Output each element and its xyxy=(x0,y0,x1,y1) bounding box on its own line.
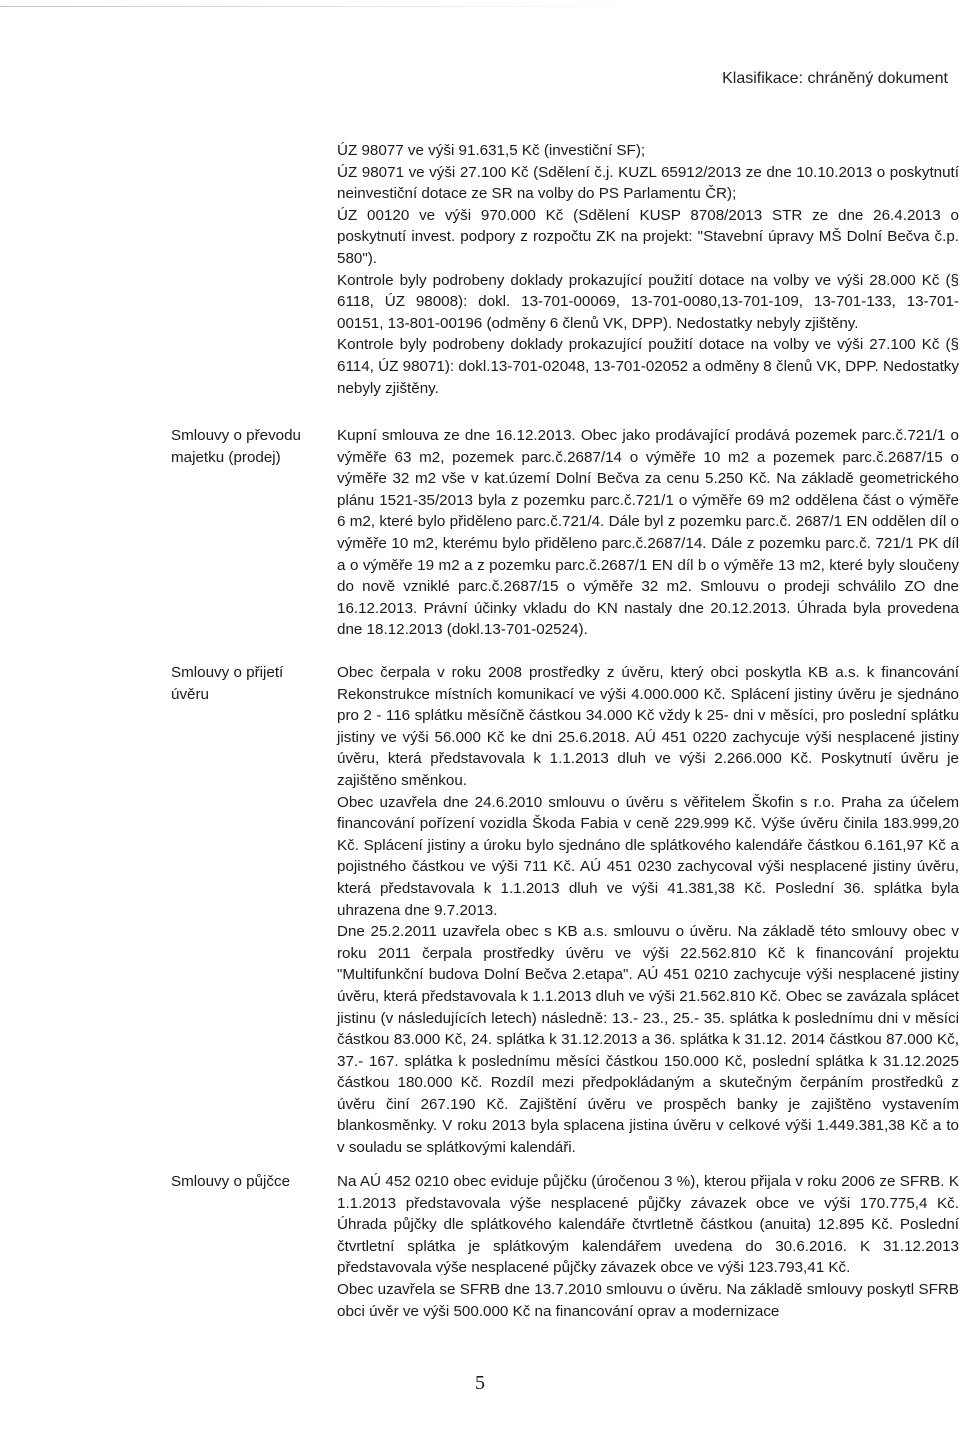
header-rule xyxy=(0,6,640,7)
section-body-pujcka xyxy=(337,1171,959,1322)
section-paragraph: Obec uzavřela dne 24.6.2010 smlouvu o úvěru s věřitelem Škofin s r.o. Praha za účelem financování pořízení vozidla Škoda Fabia v ceně 229.999 Kč. Výše úvěru činila 183.999,20 Kč. Splácení jistiny a úroku bylo sjednáno dle splátkového kalendáře částkou 6.161,97 Kč a pojistného částkou ve výši 711 Kč. AÚ 451 0230 zachycoval výši nesplacené jistiny úvěru, která představovala k 1.1.2013 dluh ve výši 41.381,38 Kč. Poslední 36. splátka byla uhrazena dne 9.7.2013. xyxy=(337,793,959,919)
subsidy-line: ÚZ 98077 ve výši 91.631,5 Kč (investiční SF); xyxy=(337,142,646,159)
control-note: Kontrole byly podrobeny doklady prokazující použití dotace na volby ve výši 27.100 Kč (§ 6114, ÚZ 98071): dokl.13-701-02048, 13-701-02052 a odměny 8 členů VK, DPP. Nedostatky nebyly zjištěny. xyxy=(337,336,959,397)
section-paragraph: Kupní smlouva ze dne 16.12.2013. Obec jako prodávající prodává pozemek parc.č.721/1 o výměře 63 m2, pozemek parc.č.2687/14 o výměře 10 m2 a pozemek parc.č.2687/15 o výměře 32 m2 vše v kat.území Dolní Bečva za cenu 5.250 Kč. Na základě geometrického plánu 1521-35/2013 byla z pozemku parc.č.721/1 o výměře 69 m2 oddělena část o výměře 6 m2, které bylo přiděleno parc.č.721/4. Dále byl z pozemku parc.č. 2687/1 EN oddělen díl o výměře 10 m2, kterému bylo přiděleno parc.č.2687/14. Dále z pozemku parc.č. 721/1 PK díl a o výměře 19 m2 a z pozemku parc.č.2687/1 EN díl b o výměře 13 m2, které byly sloučeny do nově vzniklé parc.č.2687/15 o výměře 32 m2. Smlouvu o prodeji schválilo ZO dne 16.12.2013. Právní účinky vkladu do KN nastaly dne 20.12.2013. Úhrada byla provedena dne 18.12.2013 (dokl.13-701-02524). xyxy=(337,427,959,639)
subsidy-line: ÚZ 98071 ve výši 27.100 Kč (Sdělení č.j. KUZL 65912/2013 ze dne 10.10.2013 o poskytnutí neinvestiční dotace ze SR na volby do PS Parlamentu ČR); xyxy=(337,163,959,203)
section-paragraph: Na AÚ 452 0210 obec eviduje půjčku (úročenou 3 %), kterou přijala v roku 2006 ze SFRB. K 1.1.2013 představovala výše nesplacené půjčky závazek obce ve výši 170.775,4 Kč. Úhrada půjčky dle splátkového kalendáře čtvrtletně částkou (anuita) 12.895 Kč. Poslední čtvrtletní splátka je splátkovým kalendářem uvedena do 30.6.2016. K 31.12.2013 představovala výše nesplacené půjčky závazek obce ve výši 123.793,41 Kč. xyxy=(337,1173,959,1277)
section-paragraph: Obec čerpala v roku 2008 prostředky z úvěru, který obci poskytla KB a.s. k financování Rekonstrukce místních komunikací ve výši 4.000.000 Kč. Splácení jistiny úvěru je sjednáno pro 2 - 116 splátku měsíčně částkou 34.000 Kč vždy k 25- dni v měsíci, pro poslední splátku jistiny ve výši 56.000 Kč ke dni 25.6.2018. AÚ 451 0220 zachycuje výši nesplacené jistiny úvěru, která představovala k 1.1.2013 dluh ve výši 2.266.000 Kč. Poskytnutí úvěru je zajištěno směnkou. xyxy=(337,664,959,789)
subsidy-line: ÚZ 00120 ve výši 970.000 Kč (Sdělení KUSP 8708/2013 STR ze dne 26.4.2013 o poskytnutí invest. podpory z rozpočtu ZK na projekt: "Stavební úpravy MŠ Dolní Bečva č.p. 580"). xyxy=(337,206,959,267)
page-number: 5 xyxy=(475,1372,485,1394)
section-paragraph: Dne 25.2.2011 uzavřela obec s KB a.s. smlouvu o úvěru. Na základě této smlouvy obec v roku 2011 čerpala prostředky úvěru ve výši 22.562.810 Kč k financování projektu "Multifunkční budova Dolní Bečva 2.etapa". AÚ 451 0210 zachycuje výši nesplacené jistiny úvěru, která představovala k 1.1.2013 dluh ve výši 21.562.810 Kč. Obec se zavázala splácet jistinu (v následujících letech) následně: 13.- 23., 25.- 35. splátka k poslednímu dni v měsíci částkou 83.000 Kč, 24. splátka k 31.12.2013 a 36. splátka k 31.12. 2014 částkou 87.000 Kč, 37.- 167. splátka k poslednímu měsíci částkou 150.000 Kč, poslední splátka k 31.12.2025 částkou 180.000 Kč. Rozdíl mezi předpokládaným a skutečným čerpáním prostředků z úvěru činí 267.190 Kč. Zajištění úvěru ve prospěch banky je zajištěno vystavením blankosměnky. V roku 2013 byla splacena jistina úvěru v celkové výši 1.449.381,38 Kč a to v souladu se splátkovými kalendáři. xyxy=(337,923,959,1157)
control-note: Kontrole byly podrobeny doklady prokazující použití dotace na volby ve výši 28.000 Kč (§ 6118, ÚZ 98008): dokl. 13-701-00069, 13-701-0080,13-701-109, 13-701-133, 13-701-00151, 13-801-00196 (odměny 6 členů VK, DPP). Nedostatky nebyly zjištěny. xyxy=(337,271,959,332)
classification-label: Klasifikace: chráněný dokument xyxy=(722,70,948,87)
subsidy-block xyxy=(337,140,959,399)
section-label-uver: Smlouvy o přijetí úvěru xyxy=(171,664,284,703)
section-label-prodej: Smlouvy o převodu majetku (prodej) xyxy=(171,427,302,466)
section-body-prodej xyxy=(337,425,959,641)
section-paragraph: Obec uzavřela se SFRB dne 13.7.2010 smlouvu o úvěru. Na základě smlouvy poskytl SFRB obci úvěr ve výši 500.000 Kč na financování oprav a modernizace xyxy=(337,1280,959,1320)
section-label-pujcka: Smlouvy o půjčce xyxy=(171,1173,291,1190)
section-body-uver xyxy=(337,662,959,1159)
